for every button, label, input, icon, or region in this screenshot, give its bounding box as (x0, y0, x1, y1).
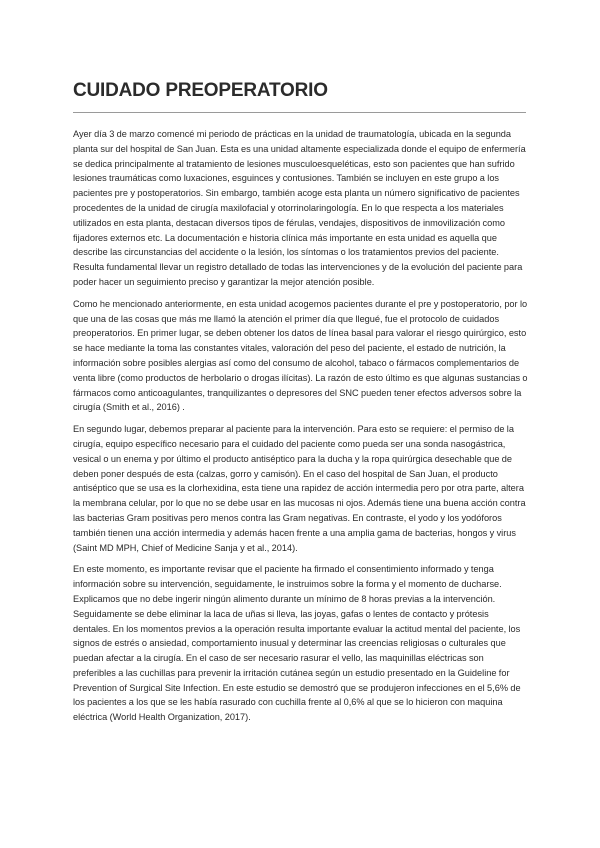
document-page (73, 78, 528, 732)
page-title: CUIDADO PREOPERATORIO (73, 80, 328, 101)
paragraph-patient-preparation: En segundo lugar, debemos preparar al paciente para la intervención. Para esto se requiere: el permiso de la cirugía, equipo específico necesario para el cuidado del paciente como pueda ser una sonda nasogástrica, vesical o un enema y por último el producto antiséptico para la ducha y la ropa quirúrgica desechable que de deben poner después de esta (calzas, gorro y camisón). En el caso del hospital de San Juan, el producto antiséptico que se usa es la clorhexidina, esta tiene una rapidez de acción intermedia pero por otra parte, altera la membrana celular, por lo que no se debe usar en las mucosas ni ojos. Además tiene una buena acción contra las bacterias Gram positivas pero menos contra las Gram negativas. En contraste, el yodo y los yodóforos también tienen una acción intermedia y además hacen frente a una amplia gama de bacterias, hongos y virus (Saint MD MPH, Chief of Medicine Sanja y et al., 2014). (73, 424, 526, 553)
title-divider (73, 112, 526, 113)
paragraph-intro: Ayer día 3 de marzo comencé mi periodo de prácticas en la unidad de traumatología, ubicada en la segunda planta sur del hospital de San Juan. Esta es una unidad altamente especializada donde el equipo de enfermería se dedica principalmente al tratamiento de lesiones musculoesqueléticas, esto son pacientes que han sufrido lesiones traumáticas como luxaciones, esguinces y contusiones. También se incluyen en este grupo a los pacientes pre y postoperatorios. Sin embargo, también acoge esta planta un número significativo de pacientes procedentes de la unidad de cirugía maxilofacial y otorrinolaringología. En lo que respecta a los materiales utilizados en esta planta, destacan diversos tipos de férulas, vendajes, dispositivos de inmovilización como fijadores externos etc. La documentación e historia clínica más importante en esta unidad es aquella que describe las circunstancias del accidente o la lesión, los síntomas o los tratamientos previos del paciente. Resulta fundamental llevar un registro detallado de todas las intervenciones y de la evolución del paciente para poder hacer un seguimiento preciso y garantizar la mejor atención posible. (73, 129, 526, 287)
paragraph-preoperative-protocol: Como he mencionado anteriormente, en esta unidad acogemos pacientes durante el pre y postoperatorio, por lo que una de las cosas que más me llamó la atención el primer día que llegué, fue el protocolo de cuidados preoperatorios. En primer lugar, se deben obtener los datos de línea basal para valorar el riesgo quirúrgico, esto se hace mediante la toma las constantes vitales, valoración del peso del paciente, el estado de nutrición, la información sobre posibles alergias así como del consumo de alcohol, tabaco o fármacos complementarios de venta libre (como productos de herbolario o drogas ilícitas). La razón de esto último es que algunas sustancias o fármacos como anticoagulantes, tranquilizantes o depresores del SNC pueden tener efectos adversos sobre la cirugía (Smith et al., 2016) . (73, 298, 528, 413)
paragraph-final-checks: En este momento, es importante revisar que el paciente ha firmado el consentimiento informado y tenga información sobre su intervención, seguidamente, le instruimos sobre la forma y el momento de ducharse. Explicamos que no debe ingerir ningún alimento durante un mínimo de 8 horas previas a la intervención. Seguidamente se debe eliminar la laca de uñas si lleva, las joyas, gafas o lentes de contacto y prótesis dentales. En los momentos previos a la operación resulta importante evaluar la actitud mental del paciente, los signos de estrés o ansiedad, comportamiento inusual y determinar las creencias religiosas o culturales que puedan afectar a la cirugía. En el caso de ser necesario rasurar el vello, las maquinillas eléctricas son preferibles a las cuchillas para prevenir la irritación cutánea según un estudio presentado en la Guideline for Prevention of Surgical Site Infection. En este estudio se demostró que se produjeron infecciones en el 5,6% de los pacientes a los que se les había rasurado con cuchilla frente al 0,6% al que se lo hicieron con maquina eléctrica (World Health Organization, 2017). (73, 564, 521, 723)
